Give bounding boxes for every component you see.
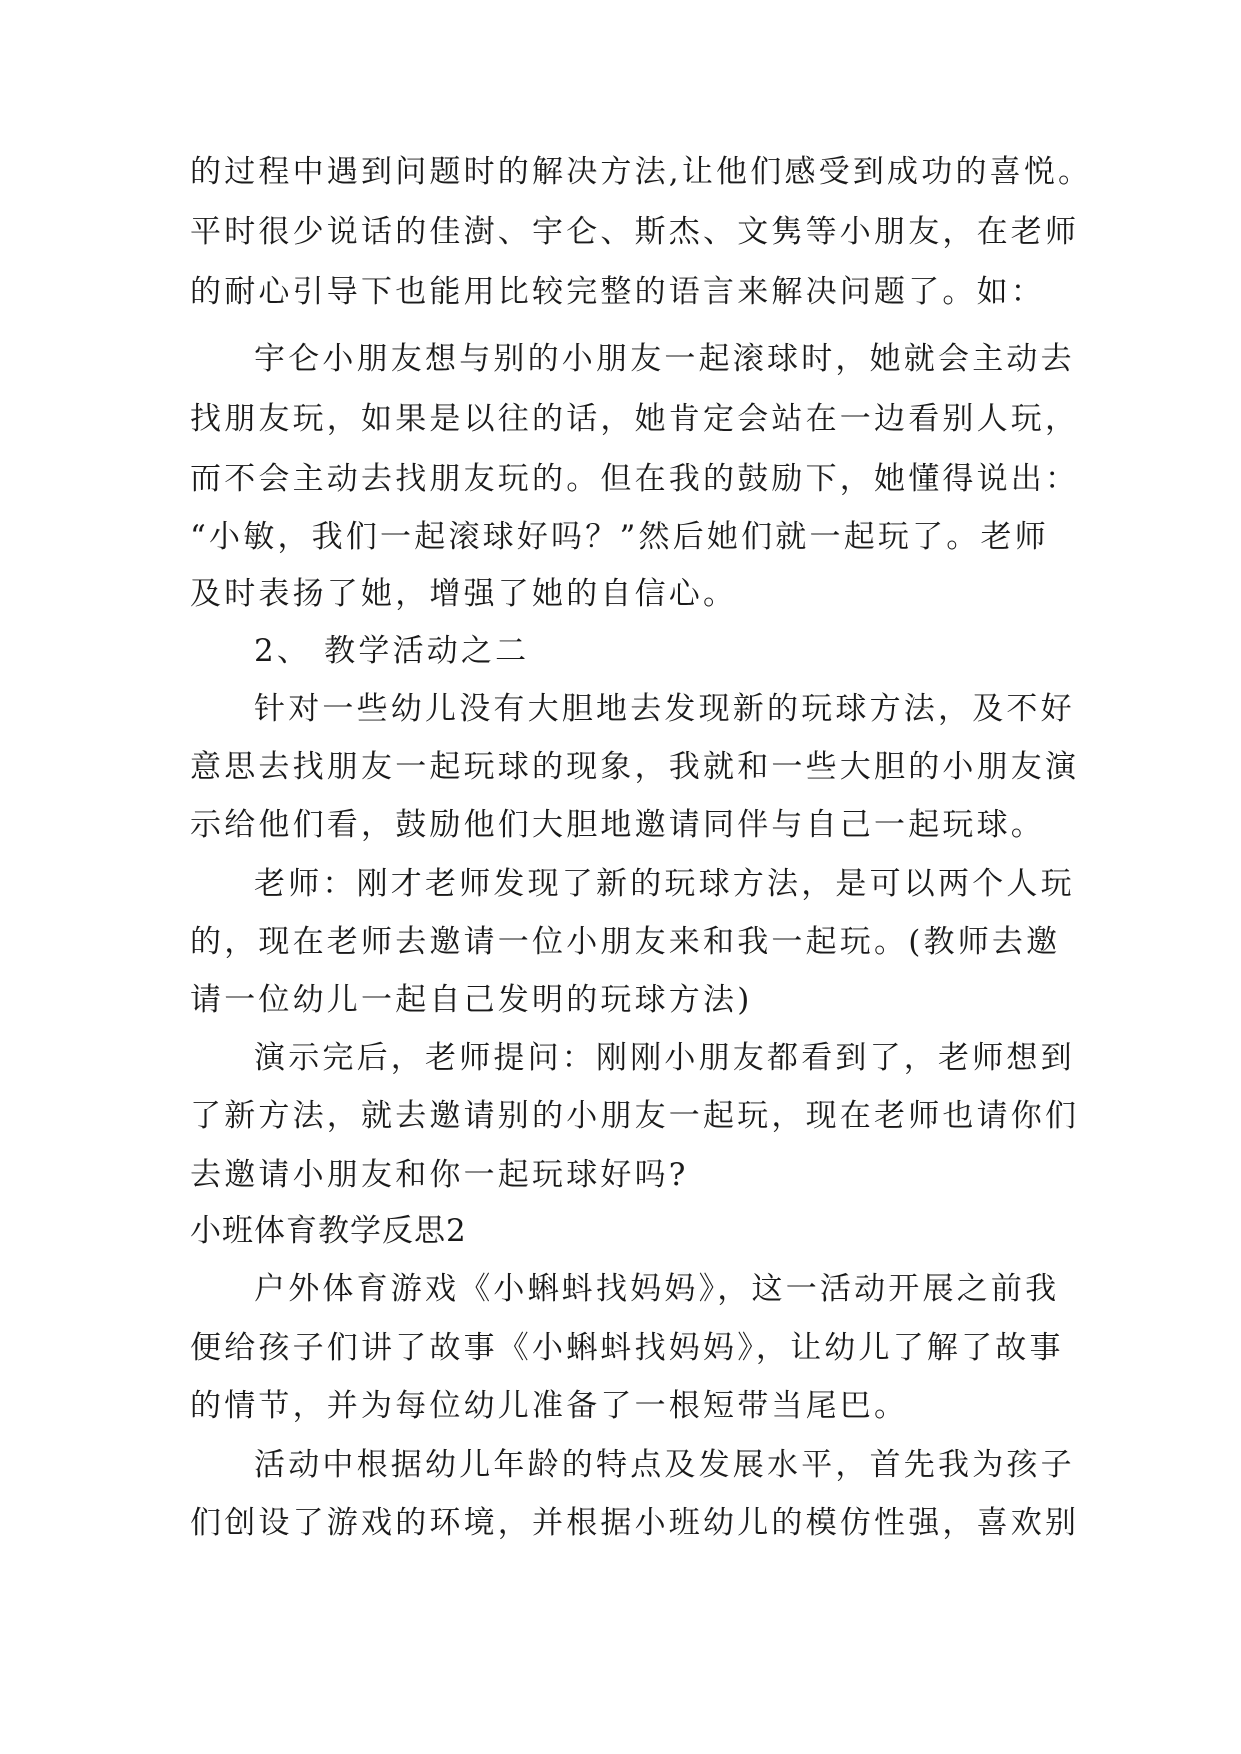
text-line: 活动中根据幼儿年龄的特点及发展水平，首先我为孩子	[254, 1447, 1075, 1483]
text-line: 意思去找朋友一起玩球的现象，我就和一些大胆的小朋友演	[190, 749, 1080, 785]
text-line: 了新方法，就去邀请别的小朋友一起玩，现在老师也请你们	[190, 1098, 1080, 1134]
text-line: 平时很少说话的佳澍、宇仑、斯杰、文隽等小朋友，在老师	[190, 214, 1080, 250]
section-heading: 2、 教学活动之二	[254, 633, 530, 669]
text-line: 宇仑小朋友想与别的小朋友一起滚球时，她就会主动去	[254, 341, 1075, 377]
text-line: “小敏，我们一起滚球好吗？”然后她们就一起玩了。老师	[190, 519, 1049, 555]
text-line: 针对一些幼儿没有大胆地去发现新的玩球方法，及不好	[254, 691, 1075, 727]
text-line: 及时表扬了她，增强了她的自信心。	[190, 576, 738, 612]
text-line: 示给他们看，鼓励他们大胆地邀请同伴与自己一起玩球。	[190, 807, 1045, 843]
text-line: 的情节，并为每位幼儿准备了一根短带当尾巴。	[190, 1388, 909, 1424]
text-line: 们创设了游戏的环境，并根据小班幼儿的模仿性强，喜欢别	[190, 1505, 1080, 1541]
text-line: 的，现在老师去邀请一位小朋友来和我一起玩。(教师去邀	[190, 924, 1061, 960]
text-line: 的过程中遇到问题时的解决方法,让他们感受到成功的喜悦。	[190, 154, 1093, 190]
text-line: 演示完后，老师提问：刚刚小朋友都看到了，老师想到	[254, 1040, 1075, 1076]
text-line: 而不会主动去找朋友玩的。但在我的鼓励下，她懂得说出：	[190, 461, 1080, 497]
article-title: 小班体育教学反思2	[190, 1213, 467, 1249]
text-line: 去邀请小朋友和你一起玩球好吗?	[190, 1157, 689, 1193]
text-line: 老师：刚才老师发现了新的玩球方法，是可以两个人玩	[254, 866, 1075, 902]
text-line: 的耐心引导下也能用比较完整的语言来解决问题了。如：	[190, 274, 1045, 310]
text-line: 户外体育游戏《小蝌蚪找妈妈》，这一活动开展之前我	[254, 1271, 1060, 1307]
text-line: 请一位幼儿一起自己发明的玩球方法)	[190, 982, 753, 1018]
text-line: 便给孩子们讲了故事《小蝌蚪找妈妈》，让幼儿了解了故事	[190, 1330, 1064, 1366]
text-line: 找朋友玩，如果是以往的话，她肯定会站在一边看别人玩，	[190, 401, 1080, 437]
